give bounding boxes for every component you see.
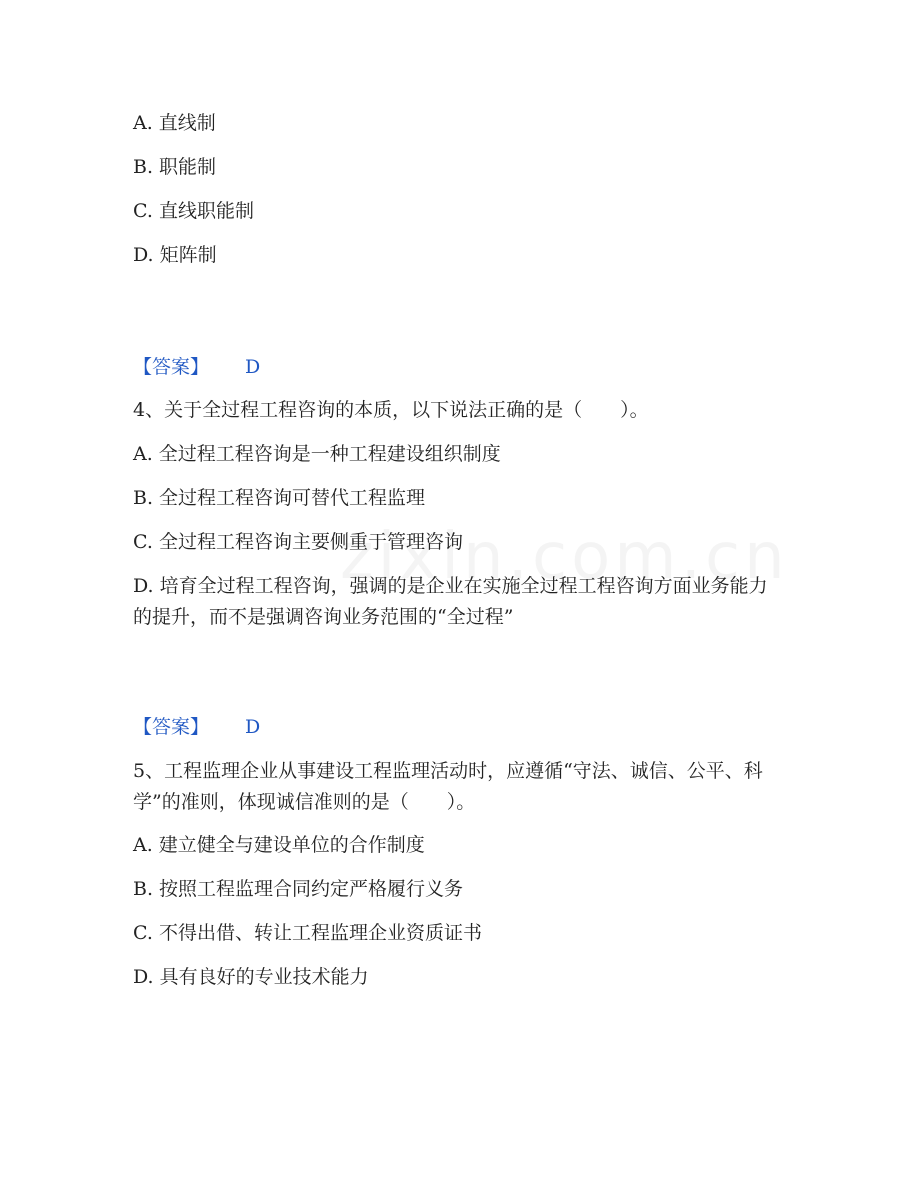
q5-option-c: C. 不得出借、转让工程监理企业资质证书 bbox=[133, 922, 482, 944]
q4-answer-row bbox=[133, 716, 260, 738]
q4-option-b: B. 全过程工程咨询可替代工程监理 bbox=[133, 487, 426, 509]
q5-option-b: B. 按照工程监理合同约定严格履行义务 bbox=[133, 878, 464, 900]
q4-question: 4、关于全过程工程咨询的本质，以下说法正确的是（ ）。 bbox=[133, 399, 649, 421]
q5-question: 5、工程监理企业从事建设工程监理活动时，应遵循“守法、诚信、公平、科学”的准则，体现诚信准则的是（ ）。 bbox=[133, 760, 763, 813]
q4-option-c: C. 全过程工程咨询主要侧重于管理咨询 bbox=[133, 531, 463, 553]
q5-option-d: D. 具有良好的专业技术能力 bbox=[133, 966, 369, 988]
q4-option-a: A. 全过程工程咨询是一种工程建设组织制度 bbox=[133, 443, 501, 465]
answer-value: D bbox=[245, 356, 261, 378]
answer-value: D bbox=[245, 716, 261, 738]
q5-option-a: A. 建立健全与建设单位的合作制度 bbox=[133, 834, 425, 856]
q4-option-d: D. 培育全过程工程咨询，强调的是企业在实施全过程工程咨询方面业务能力的提升，而不是强调咨询业务范围的“全过程” bbox=[133, 575, 768, 628]
answer-label: 【答案】 bbox=[133, 716, 210, 738]
q3-option-a: A. 直线制 bbox=[133, 112, 216, 134]
q3-option-b: B. 职能制 bbox=[133, 156, 217, 178]
answer-label: 【答案】 bbox=[133, 356, 210, 378]
q3-option-d: D. 矩阵制 bbox=[133, 244, 217, 266]
q3-option-c: C. 直线职能制 bbox=[133, 200, 254, 222]
q3-answer-row bbox=[133, 356, 260, 378]
